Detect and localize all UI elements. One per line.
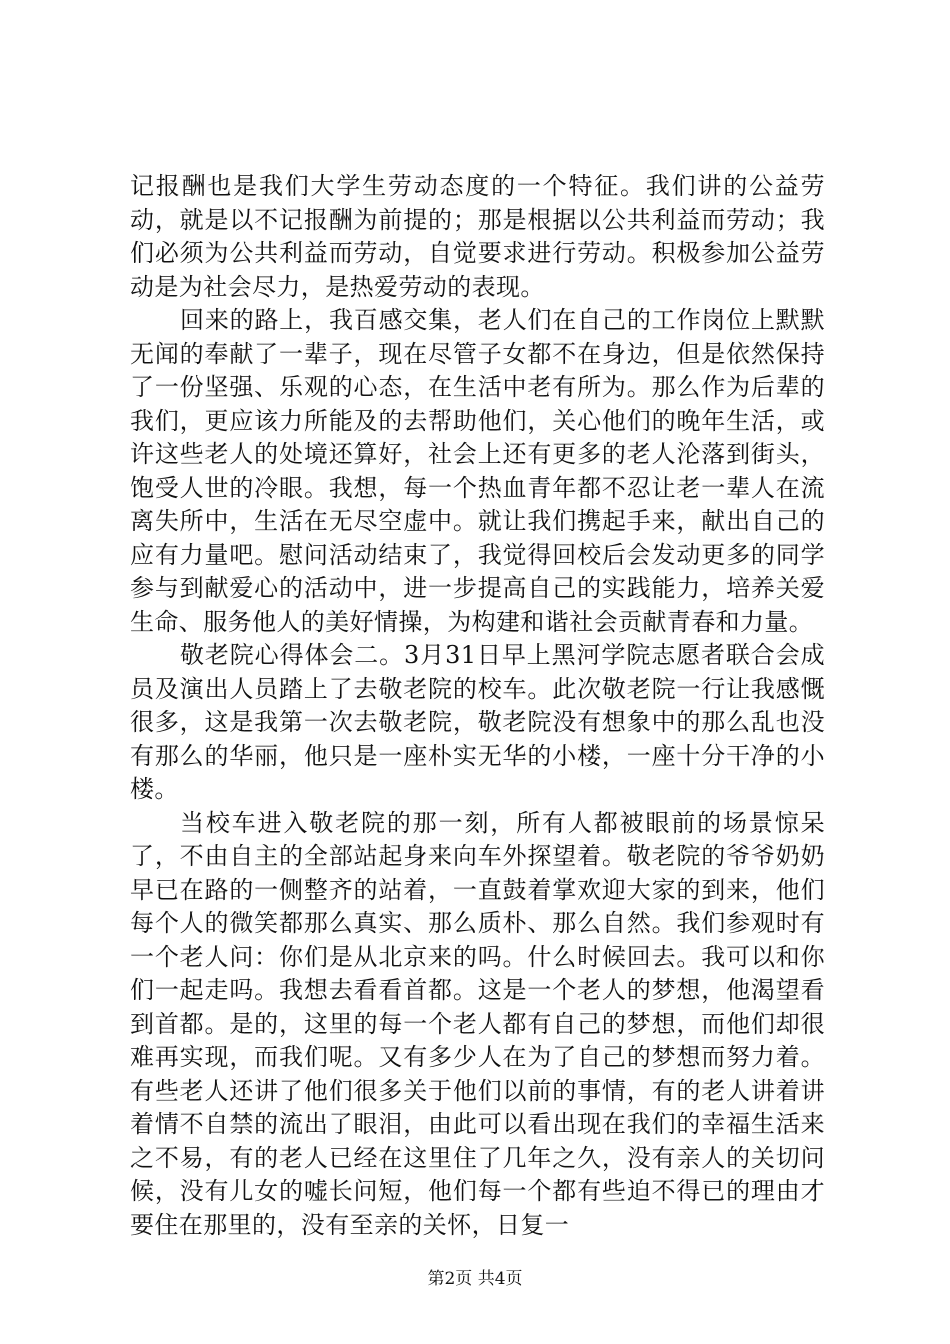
paragraph-reflection: 回来的路上，我百感交集，老人们在自己的工作岗位上默默无闻的奉献了一辈子，现在尽管子女都不在身边，但是依然保持了一份坚强、乐观的心态，在生活中老有所为。那么作为后辈的我们，更应该力所能及的去帮助他们，关心他们的晚年生活，或许这些老人的处境还算好，社会上还有更多的老人沦落到街头，饱受人世的冷眼。我想，每一个热血青年都不忍让老一辈人在流离失所中，生活在无尽空虚中。就让我们携起手来，献出自己的应有力量吧。慰问活动结束了，我觉得回校后会发动更多的同学参与到献爱心的活动中，进一步提高自己的实践能力，培养关爱生命、服务他人的美好情操，为构建和谐社会贡献青春和力量。 [130, 306, 825, 636]
page-footer: 第2页 共4页 [427, 1269, 523, 1289]
paragraph-continuation: 记报酬也是我们大学生劳动态度的一个特征。我们讲的公益劳动，就是以不记报酬为前提的；那是根据以公共利益而劳动；我们必须为公共利益而劳动，自觉要求进行劳动。积极参加公益劳动是为社会尽力，是热爱劳动的表现。 [130, 172, 825, 301]
document-body [130, 170, 825, 1242]
paragraph-second-experience: 敬老院心得体会二。3月31日早上黑河学院志愿者联合会成员及演出人员踏上了去敬老院的校车。此次敬老院一行让我感慨很多，这是我第一次去敬老院，敬老院没有想象中的那么乱也没有那么的华丽，他只是一座朴实无华的小楼，一座十分干净的小楼。 [130, 641, 825, 803]
paragraph-arrival: 当校车进入敬老院的那一刻，所有人都被眼前的场景惊呆了，不由自主的全部站起身来向车外探望着。敬老院的爷爷奶奶早已在路的一侧整齐的站着，一直鼓着掌欢迎大家的到来，他们每个人的微笑都那么真实、那么质朴、那么自然。我们参观时有一个老人问：你们是从北京来的吗。什么时候回去。我可以和你们一起走吗。我想去看看首都。这是一个老人的梦想，他渴望看到首都。是的，这里的每一个老人都有自己的梦想，而他们却很难再实现，而我们呢。又有多少人在为了自己的梦想而努力着。有些老人还讲了他们很多关于他们以前的事情，有的老人讲着讲着情不自禁的流出了眼泪，由此可以看出现在我们的幸福生活来之不易，有的老人已经在这里住了几年之久，没有亲人的关切问候，没有儿女的嘘长问短，他们每一个都有些迫不得已的理由才要住在那里的，没有至亲的关怀，日复一 [130, 808, 825, 1239]
